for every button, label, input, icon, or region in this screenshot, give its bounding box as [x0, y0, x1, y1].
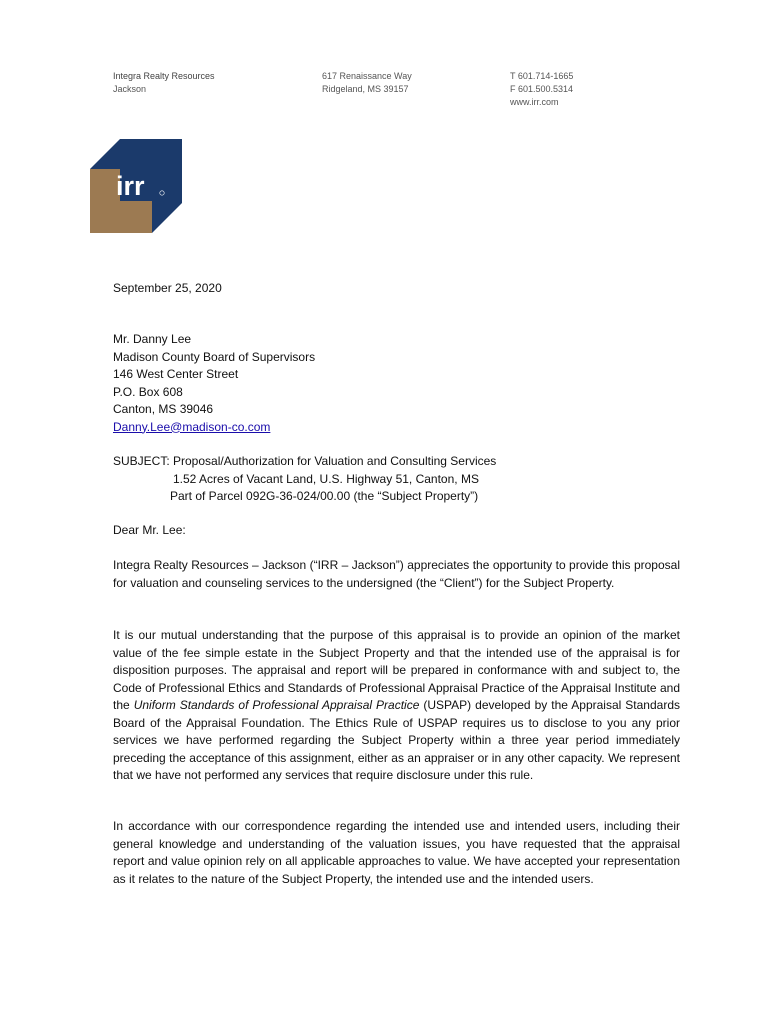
header-web: www.irr.com — [510, 97, 559, 107]
header-fax: F 601.500.5314 — [510, 84, 574, 94]
header-street: 617 Renaissance Way — [322, 71, 412, 81]
subject-block — [113, 453, 680, 506]
irr-logo — [90, 139, 182, 233]
recipient-street: 146 West Center Street — [113, 367, 239, 381]
recipient-email-link[interactable]: Danny.Lee@madison-co.com — [113, 419, 271, 434]
recipient-name: Mr. Danny Lee — [113, 332, 192, 346]
paragraph-purpose — [113, 627, 680, 785]
logo-text: irr — [116, 171, 145, 201]
paragraph-purpose-part-a: It is our mutual understanding that the purpose of this appraisal is to provide an opinion of the market value of the fee simple estate in the Subject Property and that the intended use of the appraisal is for disposition purposes. The appraisal and report will be prepared in conformance with and subject to, the Code of Professional Ethics and Standards of Professional Appraisal Practice of the Appraisal Institute and the — [113, 628, 680, 712]
paragraph-purpose-part-b: (USPAP) developed by the Appraisal Standards Board of the Appraisal Foundation. The Ethics Rule of USPAP requires us to disclose to you any prior services we have performed regarding the Subject Property within a three year period immediately preceding the acceptance of this assignment, either as an appraiser or in any other capacity. We represent that we have not performed any services that require disclosure under this rule. — [113, 698, 681, 782]
paragraph-intended-use: In accordance with our correspondence regarding the intended use and intended users, including their general knowledge and understanding of the valuation issues, you have requested that the appraisal report and value opinion rely on all applicable approaches to value. We have accepted your representation as it relates to the nature of the Subject Property, the intended use and the intended users. — [113, 819, 680, 886]
subject-line-1: SUBJECT: Proposal/Authorization for Valuation and Consulting Services — [113, 454, 497, 468]
office-name: Jackson — [113, 84, 147, 94]
letter-date: September 25, 2020 — [113, 281, 222, 295]
paragraph-intro: Integra Realty Resources – Jackson (“IRR – Jackson”) appreciates the opportunity to provide this proposal for valuation and counseling services to the undersigned (the “Client”) for the Subject Property. — [113, 558, 680, 590]
header-city: Ridgeland, MS 39157 — [322, 84, 409, 94]
header-phone: T 601.714-1665 — [510, 71, 574, 81]
uspap-title: Uniform Standards of Professional Appraisal Practice — [133, 698, 420, 712]
recipient-pobox: P.O. Box 608 — [113, 384, 183, 399]
subject-line-2: 1.52 Acres of Vacant Land, U.S. Highway 51, Canton, MS — [173, 471, 479, 486]
salutation: Dear Mr. Lee: — [113, 523, 186, 537]
company-name: Integra Realty Resources — [113, 71, 215, 81]
recipient-org: Madison County Board of Supervisors — [113, 349, 316, 364]
recipient-city: Canton, MS 39046 — [113, 402, 214, 416]
header-contact-block — [510, 70, 573, 109]
recipient-address — [113, 331, 680, 436]
subject-line-3: Part of Parcel 092G-36-024/00.00 (the “Subject Property”) — [170, 489, 479, 503]
header-company-block — [113, 70, 215, 96]
header-address-block — [322, 70, 412, 96]
